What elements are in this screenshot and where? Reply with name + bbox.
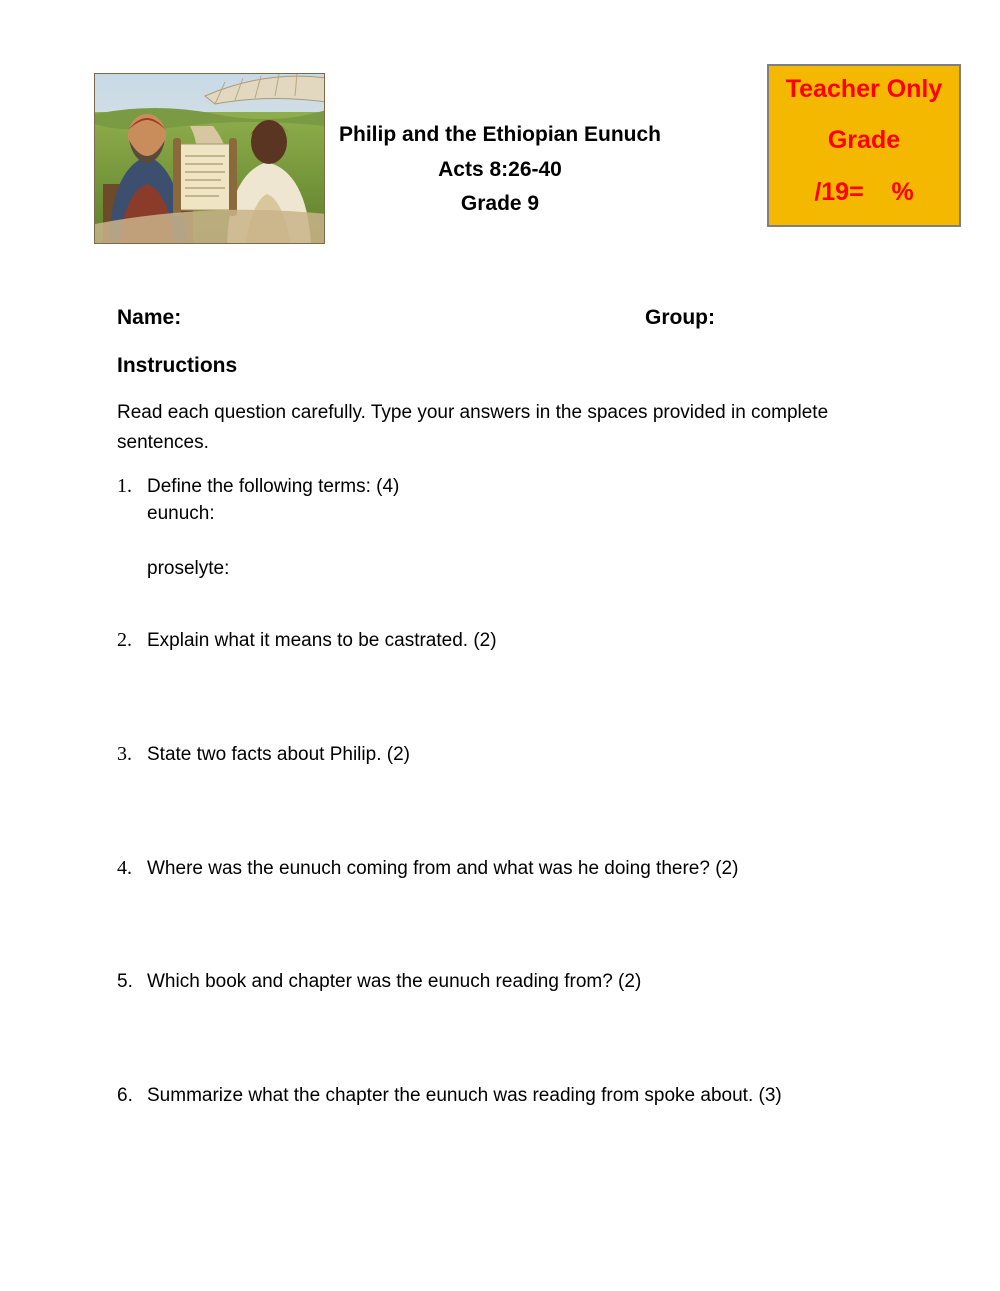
- question-number: 6.: [117, 1085, 133, 1106]
- name-label: Name:: [117, 306, 182, 329]
- teacher-grade-box: [767, 64, 961, 227]
- teacher-only-label: Teacher Only: [785, 75, 943, 103]
- question-2: [117, 626, 497, 655]
- question-number: 5.: [117, 971, 133, 992]
- scripture-reference: Acts 8:26-40: [438, 157, 562, 181]
- worksheet-title: Philip and the Ethiopian Eunuch: [339, 123, 661, 146]
- group-label: Group:: [645, 306, 715, 329]
- question-1: [117, 472, 399, 501]
- question-text: Which book and chapter was the eunuch reading from? (2): [147, 971, 642, 992]
- worksheet-title-block: [300, 118, 700, 222]
- question-number: 4.: [117, 857, 132, 879]
- question-number: 1.: [117, 475, 132, 497]
- question-text: State two facts about Philip. (2): [147, 744, 410, 765]
- instructions-heading: Instructions: [117, 354, 238, 377]
- question-text: Where was the eunuch coming from and what was he doing there? (2): [147, 858, 739, 879]
- question-number: 2.: [117, 629, 132, 651]
- question-4: [117, 854, 738, 883]
- story-illustration: [94, 73, 325, 244]
- question-5: [117, 968, 641, 996]
- question-text: Define the following terms: (4): [147, 476, 400, 497]
- term-eunuch: eunuch:: [147, 503, 215, 524]
- question-6: [117, 1082, 782, 1110]
- score-fraction: /19= %: [814, 178, 914, 206]
- question-3: [117, 740, 410, 769]
- question-text: Summarize what the chapter the eunuch was reading from spoke about. (3): [147, 1085, 782, 1106]
- grade-label: Grade: [827, 126, 901, 154]
- question-text: Explain what it means to be castrated. (2): [147, 630, 497, 651]
- grade-level: Grade 9: [460, 192, 540, 215]
- instructions-text: Read each question carefully. Type your answers in the spaces provided in complete sentences.: [117, 402, 829, 453]
- illustration-image: [95, 74, 325, 244]
- term-proselyte: proselyte:: [147, 558, 230, 579]
- question-number: 3.: [117, 743, 132, 765]
